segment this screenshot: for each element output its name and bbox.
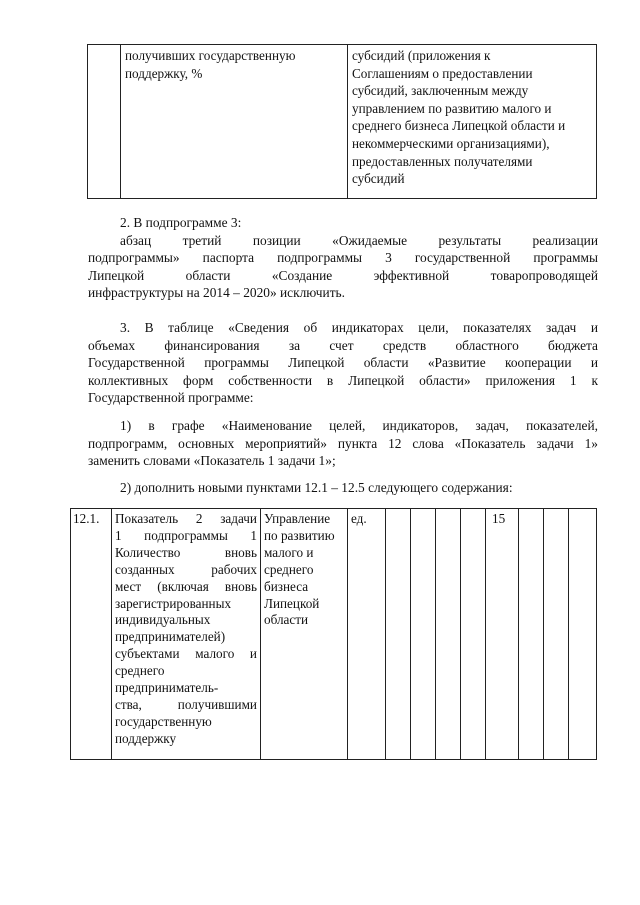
table-cell-source xyxy=(348,45,597,199)
table-cell-empty xyxy=(544,509,569,760)
text-line: поддержку, % xyxy=(125,65,203,81)
paragraph-item-2 xyxy=(88,479,598,497)
text-line: Государственной программы Липецкой области «Развитие кооперации и xyxy=(88,355,598,371)
text-line: ства, получившими xyxy=(115,696,257,712)
text-line: субсидий, заключенным между xyxy=(352,83,529,99)
text-line: среднего xyxy=(264,561,314,577)
text-line: объемах финансирования за счет средств областного бюджета xyxy=(88,337,598,353)
table-row xyxy=(71,509,597,760)
text-line: Липецкой области «Создание эффективной товаропроводящей xyxy=(88,267,598,283)
text-line: Липецкой xyxy=(264,595,320,611)
text-line: коллективных форм собственности в Липецкой области» приложения 1 к xyxy=(88,372,598,388)
text-line: предпринимателей) xyxy=(115,629,226,645)
continuation-table xyxy=(87,44,597,199)
text-line: 3. В таблице «Сведения об индикаторах цели, показателях задач и xyxy=(120,320,598,335)
text-line: инфраструктуры на 2014 – 2020» исключить. xyxy=(88,285,346,301)
text-line: 1) в графе «Наименование целей, индикаторов, задач, показателей, xyxy=(120,418,598,433)
text-line: заменить словами «Показатель 1 задачи 1»; xyxy=(88,453,336,469)
table-cell-empty xyxy=(569,509,597,760)
table-row xyxy=(88,45,597,199)
text-line: управлением по развитию малого и xyxy=(352,100,552,116)
text-line: созданных рабочих xyxy=(115,561,257,577)
text-line: малого и xyxy=(264,544,314,560)
paragraph-subprogram-3 xyxy=(88,214,598,302)
table-cell-empty xyxy=(436,509,461,760)
row-number: 12.1. xyxy=(73,511,100,526)
table-cell-unit xyxy=(348,509,386,760)
value-label: 15 xyxy=(492,511,506,526)
table-cell-number xyxy=(88,45,121,199)
text-line: субсидий (приложения к xyxy=(352,48,491,63)
table-cell-empty xyxy=(411,509,436,760)
text-line: области xyxy=(264,612,309,628)
text-line: Показатель 2 задачи xyxy=(115,511,257,526)
table-cell-empty xyxy=(386,509,411,760)
text-line: субсидий xyxy=(352,171,405,187)
text-line: среднего xyxy=(115,663,165,679)
text-line: зарегистрированных xyxy=(115,595,232,611)
paragraph-table-amendment xyxy=(88,319,598,407)
text-line: Государственной программе: xyxy=(88,390,254,406)
table-cell-value xyxy=(486,509,519,760)
text-line: Управление xyxy=(264,511,331,526)
paragraph-heading: 2. В подпрограмме 3: xyxy=(120,215,242,230)
text-line: предоставленных получателями xyxy=(352,153,533,169)
text-line: 1 подпрограммы 1 xyxy=(115,527,257,543)
paragraph-item-1 xyxy=(88,417,598,470)
text-line: среднего бизнеса Липецкой области и xyxy=(352,118,566,134)
text-line: индивидуальных xyxy=(115,612,211,628)
indicator-table xyxy=(70,508,597,760)
text-line: предприниматель- xyxy=(115,680,219,696)
text-line: 2) дополнить новыми пунктами 12.1 – 12.5 следующего содержания: xyxy=(120,480,513,495)
table-cell-indicator-name xyxy=(112,509,261,760)
text-line: подпрограмм, основных мероприятий» пункта 12 слова «Показатель задачи 1» xyxy=(88,435,598,451)
table-cell-number xyxy=(71,509,112,760)
table-cell-empty xyxy=(461,509,486,760)
text-line: абзац третий позиции «Ожидаемые результаты реализации xyxy=(120,232,598,248)
text-line: субъектами малого и xyxy=(115,646,257,662)
table-cell-empty xyxy=(519,509,544,760)
text-line: Количество вновь xyxy=(115,544,257,560)
table-cell-executor xyxy=(261,509,348,760)
text-line: получивших государственную xyxy=(125,48,296,63)
text-line: по развитию xyxy=(264,527,335,543)
text-line: Соглашениям о предоставлении xyxy=(352,65,533,81)
unit-label: ед. xyxy=(351,511,367,526)
text-line: бизнеса xyxy=(264,578,309,594)
text-line: поддержку xyxy=(115,730,177,746)
text-line: государственную xyxy=(115,713,212,729)
text-line: мест (включая вновь xyxy=(115,578,257,594)
table-cell-indicator-name xyxy=(121,45,348,199)
text-line: некоммерческими организациями), xyxy=(352,135,550,151)
text-line: подпрограммы» паспорта подпрограммы 3 государственной программы xyxy=(88,250,598,266)
